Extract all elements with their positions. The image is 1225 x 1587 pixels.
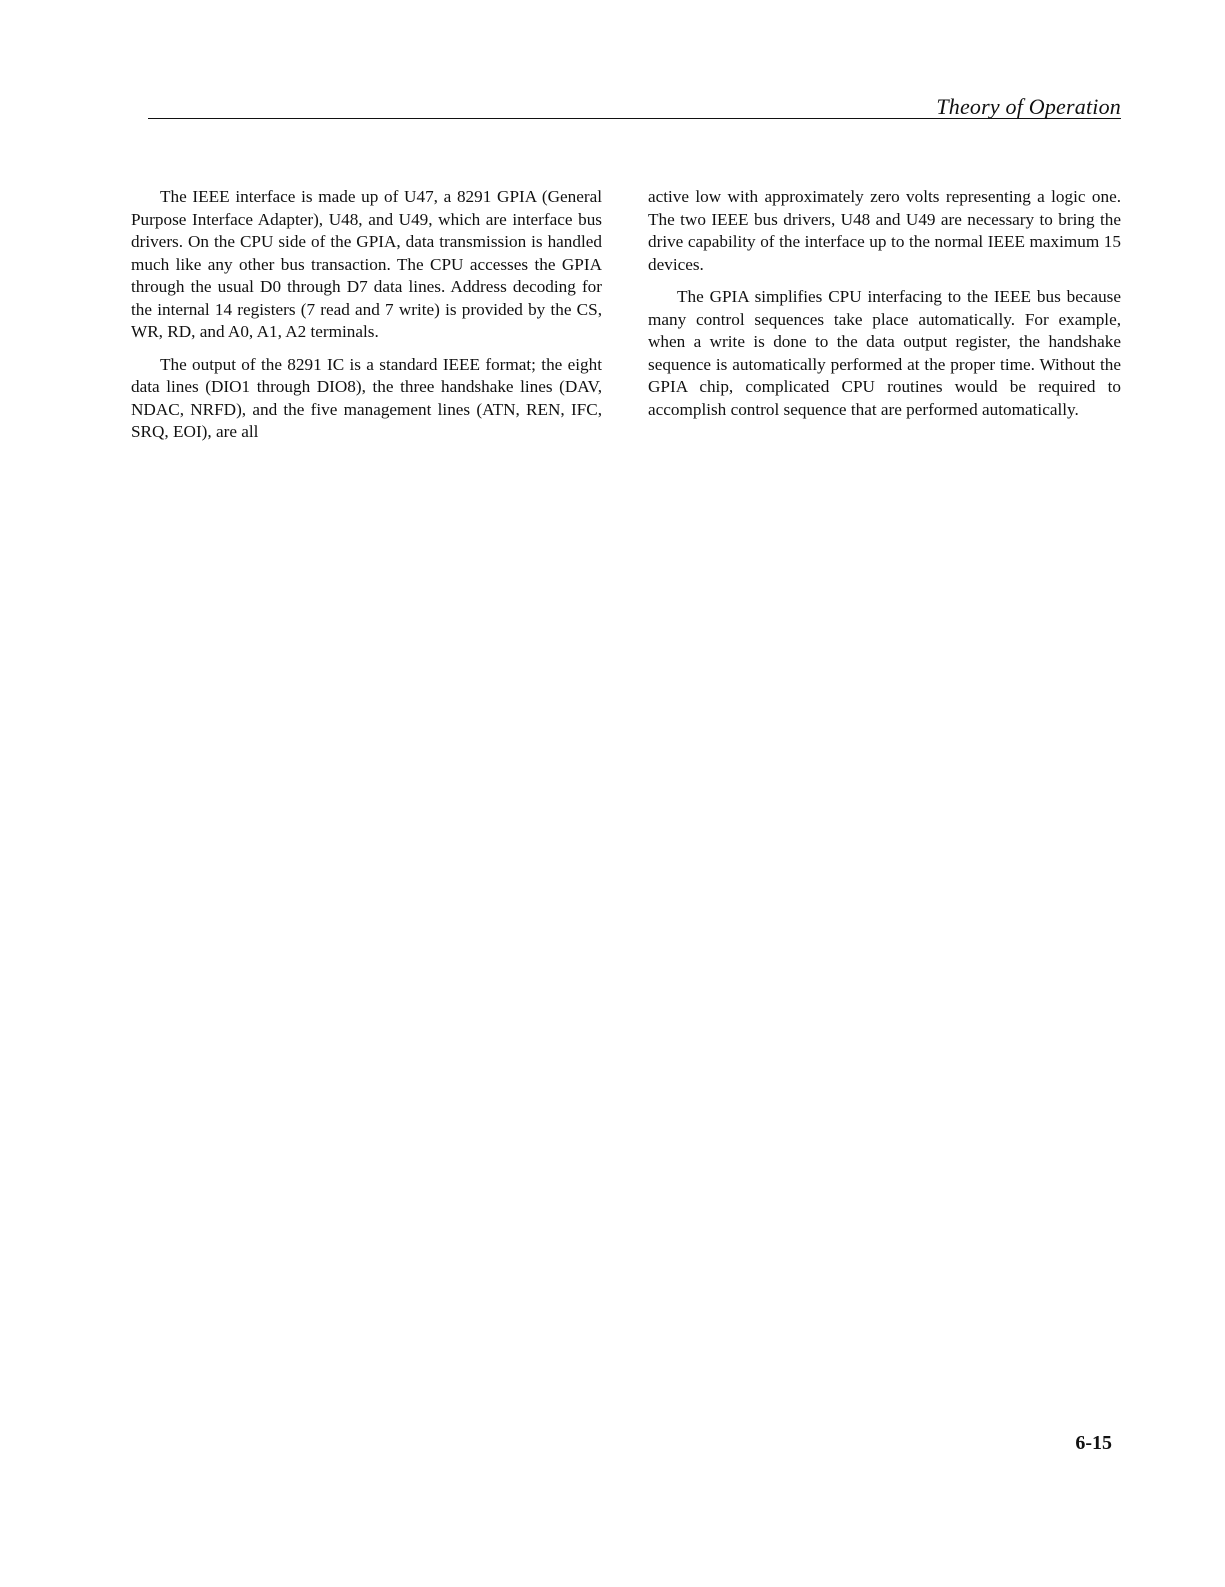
running-header: Theory of Operation bbox=[936, 94, 1121, 119]
right-column bbox=[648, 186, 1121, 421]
paragraph-ieee-interface: The IEEE interface is made up of U47, a 8291 GPIA (General Purpose Interface Adapter), U48, and U49, which are interface bus drivers. On the CPU side of the GPIA, data transmission is handled much like any other bus transaction. The CPU accesses the GPIA through the usual D0 through D7 data lines. Address decoding for the internal 14 registers (7 read and 7 write) is provided by the CS, WR, RD, and A0, A1, A2 terminals. bbox=[131, 187, 602, 341]
page-number: 6-15 bbox=[1075, 1432, 1112, 1454]
header-rule bbox=[148, 118, 1121, 119]
left-column bbox=[131, 186, 602, 444]
paragraph-gpia-simplifies: The GPIA simplifies CPU interfacing to the IEEE bus because many control sequences take place automatically. For example, when a write is done to the data output register, the handshake sequence is automatically performed at the proper time. Without the GPIA chip, complicated CPU routines would be required to accomplish control sequence that are performed automatically. bbox=[648, 287, 1121, 419]
paragraph-8291-output: The output of the 8291 IC is a standard IEEE format; the eight data lines (DIO1 through DIO8), the three handshake lines (DAV, NDAC, NRFD), and the five management lines (ATN, REN, IFC, SRQ, EOI), are all bbox=[131, 354, 602, 441]
paragraph-active-low-continued: active low with approximately zero volts representing a logic one. The two IEEE bus drivers, U48 and U49 are necessary to bring the drive capability of the interface up to the normal IEEE maximum 15 devices. bbox=[648, 187, 1121, 274]
